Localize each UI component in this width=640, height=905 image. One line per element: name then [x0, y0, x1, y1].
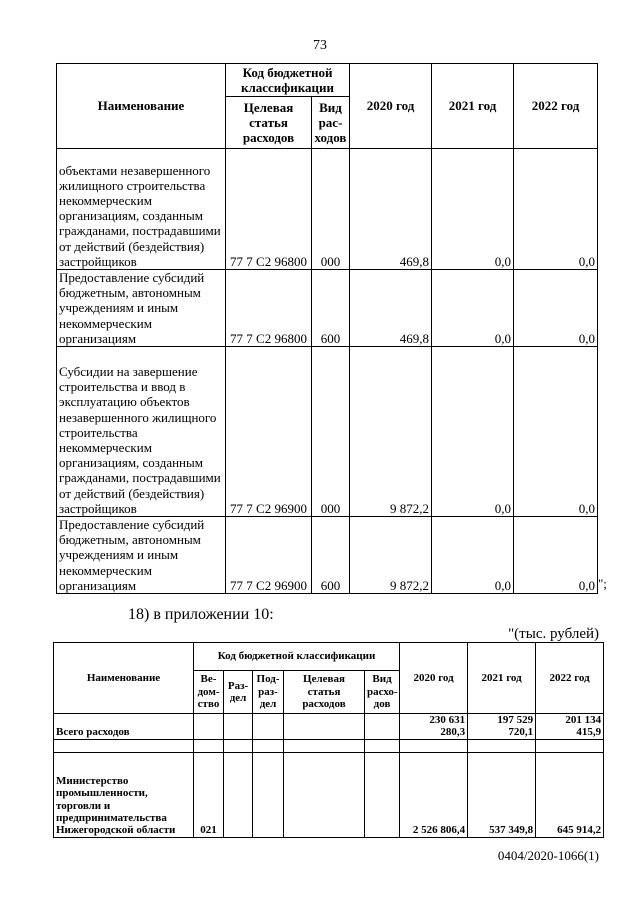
- header-target: Целевая статья расходов: [226, 97, 312, 149]
- row-2022: 0,0: [514, 149, 598, 270]
- row-2022: 0,0: [514, 270, 598, 347]
- header-2022: 2022 год: [536, 643, 604, 714]
- document-code: 0404/2020-1066(1): [497, 848, 599, 863]
- row-name: Предоставление субсидий бюджетным, автономным учреждениям и иным некоммерческим организациям: [57, 517, 226, 594]
- total-2022: 201 134 415,9: [536, 714, 604, 740]
- row-type: 000: [312, 347, 350, 517]
- row-2022: 0,0: [514, 517, 598, 594]
- header-subsection: Под-раз-дел: [253, 671, 284, 714]
- header-2021: 2021 год: [432, 64, 514, 149]
- table-row: [57, 517, 598, 594]
- row-2021: 0,0: [432, 270, 514, 347]
- row-target: 77 7 С2 96900: [226, 347, 312, 517]
- header-dept: Ве-дом-ство: [194, 671, 224, 714]
- row-2020: 469,8: [350, 270, 432, 347]
- section-heading: 18) в приложении 10:: [128, 606, 274, 623]
- row-2021: 0,0: [432, 517, 514, 594]
- table-row: [57, 347, 598, 517]
- row-type: 600: [312, 270, 350, 347]
- units-label: "(тыс. рублей): [508, 626, 599, 642]
- page-number: 73: [313, 38, 327, 53]
- table-row: [54, 752, 604, 837]
- ministry-2020: 2 526 806,4: [400, 752, 468, 837]
- header-type: Вид рас-ходов: [312, 97, 350, 149]
- total-name: Всего расходов: [54, 714, 194, 740]
- header-name: Наименование: [57, 64, 226, 149]
- row-target: 77 7 С2 96800: [226, 149, 312, 270]
- closing-quote: ";: [598, 576, 607, 591]
- header-2020: 2020 год: [350, 64, 432, 149]
- row-name: Субсидии на завершение строительства и ввод в эксплуатацию объектов незавершенного жилищного строительства некоммерческим организациям, созданным гражданами, пострадавшими от действий (бездействия) застройщиков: [57, 347, 226, 517]
- header-code-group: Код бюджетной классификации: [226, 64, 350, 97]
- row-2020: 9 872,2: [350, 347, 432, 517]
- row-2021: 0,0: [432, 347, 514, 517]
- table-row: [57, 270, 598, 347]
- row-type: 600: [312, 517, 350, 594]
- row-target: 77 7 С2 96900: [226, 517, 312, 594]
- row-target: 77 7 С2 96800: [226, 270, 312, 347]
- header-type: Вид расхо-дов: [365, 671, 400, 714]
- spacer-row: [54, 739, 604, 752]
- row-2022: 0,0: [514, 347, 598, 517]
- ministry-dept: 021: [194, 752, 224, 837]
- header-name: Наименование: [54, 643, 194, 714]
- header-target: Целевая статья расходов: [284, 671, 365, 714]
- row-2020: 469,8: [350, 149, 432, 270]
- row-2021: 0,0: [432, 149, 514, 270]
- row-name: объектами незавершенного жилищного строительства некоммерческим организациям, созданным гражданами, пострадавшими от действий (бездействия) застройщиков: [57, 149, 226, 270]
- ministry-2021: 537 349,8: [468, 752, 536, 837]
- row-2020: 9 872,2: [350, 517, 432, 594]
- ministry-name: Министерство промышленности, торговли и предпринимательства Нижегородской области: [54, 752, 194, 837]
- row-name: Предоставление субсидий бюджетным, автономным учреждениям и иным некоммерческим организациям: [57, 270, 226, 347]
- header-2021: 2021 год: [468, 643, 536, 714]
- header-code-group: Код бюджетной классификации: [194, 643, 400, 671]
- total-row: [54, 714, 604, 740]
- table-row: [57, 149, 598, 270]
- row-type: 000: [312, 149, 350, 270]
- total-2020: 230 631 280,3: [400, 714, 468, 740]
- ministry-2022: 645 914,2: [536, 752, 604, 837]
- header-section: Раз-дел: [224, 671, 253, 714]
- header-2022: 2022 год: [514, 64, 598, 149]
- budget-table-continued: [56, 63, 598, 594]
- header-2020: 2020 год: [400, 643, 468, 714]
- budget-table-appendix-10: [53, 642, 604, 838]
- total-2021: 197 529 720,1: [468, 714, 536, 740]
